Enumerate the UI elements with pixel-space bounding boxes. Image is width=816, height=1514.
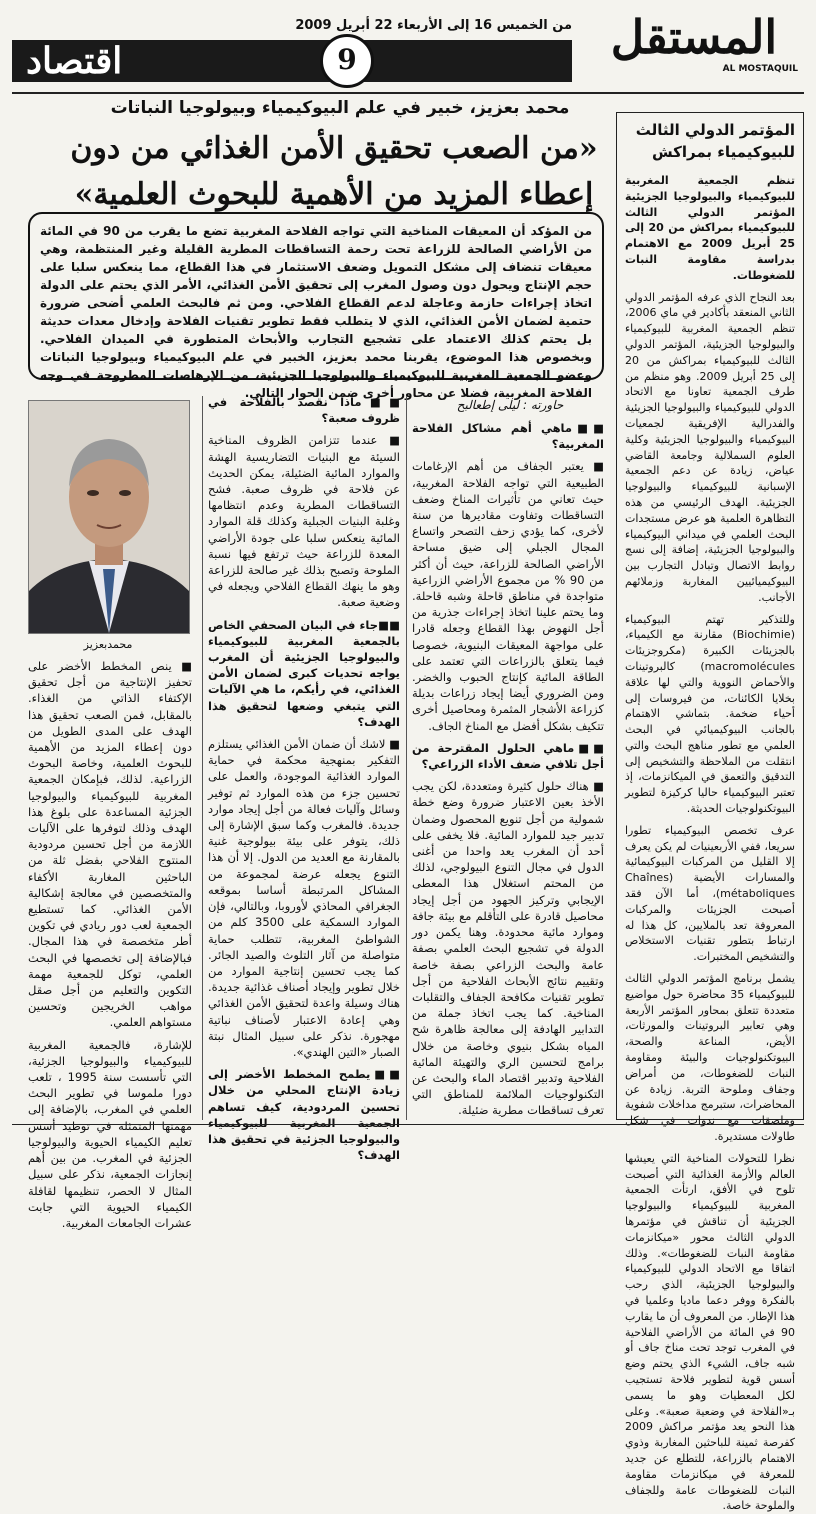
byline: حاورته : ليلى إطعالبح (456, 398, 564, 412)
article-column-left (28, 658, 192, 1230)
section-title: اقتصاد (26, 40, 123, 82)
photo-caption: محمدبعزيز (83, 638, 133, 651)
interview-question: ■■ماهي أهم مشاكل الفلاحة المغربية؟ (412, 421, 604, 452)
interview-question: ■■ماذا نقصد بالفلاحة في ظروف صعبة؟ (208, 395, 400, 426)
sidebar-paragraph: عرف تخصص البيوكيمياء تطورا سريعا، ففي الأربعينيات لم يكن يعرف إلا القليل من المركبات البيوكيمائية والمسارات الأيضية (Chaînes métaboliques)، أما الآن فقد أصبحت الجزيئات والمركبات المعروفة تعد بالملايين، كل هذا له ارتباط بتطور تقنيات الاستخلاص والتشخيص المختبرات. (625, 823, 795, 964)
portrait-illustration (29, 401, 189, 633)
article-headline (60, 126, 608, 218)
sidebar-paragraph: نظرا للتحولات المناخية التي يعيشها العالم والأزمة الغذائية التي أصبحت تلوح في الأفق، ارتأت الجمعية المغربية للبيوكيمياء والبيولوجيا الجزيئية أن تناقش في مؤتمرها الدولي الثالث محور «ميكانزمات مقاومة النبات للضغوطات». وذلك اتفاقا مع الاتحاد الدولي للبيوكيمياء والبيولوجيا الجزيئية، الذي رحب بالفكرة ووفر دعما ماديا وعلميا في هذا الإطار. من المعروف أن ما يقارب 90 في المائة من الأراضي الفلاحية في المغرب توجد تحت مناخ جاف أو شبه جاف، الشيء الذي يحتم وضع أسس قوية لتطوير فلاحة تستجيب لكل المعطيات وهو ما يسمى بـ«الفلاحة في وضعية صعبة». وعلى هذا النحو يعد مؤتمر مراكش 2009 كفرصة ثمينة للباحثين المغاربة وذوي الاهتمام بالزراعة، للتطلع عن جديد للمعرفة في ميكانزمات مقاومة النبات للضغوطات عامة وللجفاف والملوحة خاصة. (625, 1151, 795, 1513)
masthead-rule (12, 92, 804, 94)
page-number-badge: 9 (320, 34, 374, 88)
interview-answer: ■ هناك حلول كثيرة ومتعددة، لكن يجب الأخذ بعين الاعتبار ضرورة وضع خطة شمولية من أجل تنويع المحصول وضمان تدبير جيد للموارد المائية. فلا يخفى على أحد أن المغرب يعد واحدا من أغنى الدول في مجال التنوع البيولوجي، لذلك من المحتم استغلال هذا المعطى الإيجابي وتركيز الجهود من أجل إيجاد محاصيل قادرة على التأقلم مع بيئة جافة وموارد مائية محدودة. وهنا يكمن دور الدولة في تشجيع البحث العلمي بصفة عامة والبحث الزراعي بصفة خاصة وتقييم نتائج الأبحاث الفلاحية من أجل تطوير تقنيات مكافحة الجفاف والتقلبات المناخية. كما يجب اتخاذ جملة من التدابير الهادفة إلى معالجة ظاهرة شح المياه بشكل بنيوي وخاصة من خلال برامج لتحسين الري والتهيئة المائية الفلاحية وتدبير اقتصاد الماء والبحث عن التكنولوجيات الملائمة للمناطق التي تعرف تساقطات مطرية ضئيلة. (412, 779, 604, 1118)
sidebar-box (616, 112, 804, 1513)
article-kicker: محمد بعزيز، خبير في علم البيوكيمياء وبيولوجيا النباتات (110, 98, 570, 118)
footer-rule (12, 1124, 804, 1125)
newspaper-logo (584, 12, 804, 74)
article-intro-box: من المؤكد أن المعيقات المناخية التي تواجه الفلاحة المغربية تضع ما يقرب من 90 في المائة من الأراضي الصالحة للزراعة تحت رحمة التساقطات المطرية القليلة وغير المنتظمة، وهي معيقات تنضاف إلى مشكل التمويل وضعف الاستثمار في هذا القطاع، مما ينعكس سلبا على حجم الإنتاج ويحول دون وصول المغرب إلى تحقيق الأمن الغذائي، الأمر الذي يحتم على الدولة اتخاذ إجراءات حازمة وعاجلة لدعم القطاع الفلاحي. ومن ثم فالبحث العلمي أضحى ضرورة حتمية لضمان الأمن الغذائي، الذي لا يتطلب فقط تطوير تقنيات الفلاحة وإدخال معدات حديثة بل يحتم كذلك الاعتماد على تشجيع التجارب والأبحاث المتطورة في الميدان الفلاحي. وبخصوص هذا الموضوع، يقربنا محمد بعزيز، الخبير في علم البيوكيمياء وبيولوجيا النباتات وعضو الجمعية المغربية للبيوكيمياء والبيولوجيا الجزيئية، من الإرهاصات المطروحة في وجه الفلاحة المغربية، فضلا عن محاور أخرى ضمن الحوار التالي. (28, 212, 604, 380)
issue-date: من الخميس 16 إلى الأربعاء 22 أبريل 2009 (295, 18, 572, 33)
interview-answer: للإشارة، فالجمعية المغربية للبيوكيمياء والبيولوجيا الجزئية، التي تأسست سنة 1995 ، تلعب دورا ملموسا في تطوير البحث العلمي في المغرب، بالإضافة إلى مهمتها المتمثلة في توطيد أسس تعليم الكيمياء الحيوية والبيولوجيا الجزئية في المغرب. من بين أهم إنجازات الجمعية، نذكر على سبيل المثال لا الحصر، تنظيمها لقافلة الكيمياء الحيوية التي جابت عشرات الجامعات المغربية. (28, 1037, 192, 1230)
headline-line-2: إعطاء المزيد من الأهمية للبحوث العلمية» (74, 177, 594, 212)
interview-question: ■■جاء في البيان الصحفي الخاص بالجمعية المغربية للبيوكيمياء والبيولوجيا الجزيئية أن المغرب يواجه تحديات كبرى لضمان الأمن الغذائي، في رأيكم، ما هي الآليات التي يتبغي وضعها لتحقيق هذا الهدف؟ (208, 617, 400, 729)
headline-line-1: «من الصعب تحقيق الأمن الغذائي من دون (70, 131, 598, 166)
interview-answer: ■ ينص المخطط الأخضر على تحفيز الإنتاجية من أجل تحقيق الإكتفاء الذاتي من الغذاء. بالمقابل، فمن الصعب تحقيق هذا الهدف على المدى الطويل من دون إعطاء المزيد من الأهمية للبحوث العلمية، وخاصة البحوث الزراعية. لذلك، فبإمكان الجمعية المغربية للبيوكيمياء والبيولوجيا الجزئية المساعدة على بلوغ هذا الهدف وذلك لتوفرها على الآليات اللازمة من أجل تحسين مردودية المنتوج الفلاحي بفضل ثلة من الباحثين المغاربة الأكفاء والمتخصصين في معالجة إشكالية الأمن الغذائي. كما تستطيع الجمعية لعب دور ريادي في تكوين أطر متخصصة في هذا المجال. فبالإضافة إلى تخصصها في البحث العلمي، توكل للجمعية مهمة التكوين والتعليم من أجل صقل مواهب الخريجين وتحسين مستواهم العلمي. (28, 659, 192, 1030)
section-banner (12, 40, 572, 82)
interviewee-photo (28, 400, 190, 634)
sidebar-paragraph: بعد النجاح الذي عرفه المؤتمر الدولي الثاني المنعقد بأكادير في ماي 2006، تنظم الجمعية المغربية للبيوكيمياء والبيولوجيا الجزيئية، المؤتمر الدولي الثالث للبيوكيمياء بمراكش من 20 إلى 25 أبريل 2009. وهو منظم من طرف الجمعية تعاونا مع الاتحاد الدولي للبيوكيمياء والبيولوجيا الجزيئية والفدرالية الإفريقية لجمعيات البيوكيمياء والبيولوجيا الجزيئية وكلية العلوم السملالية وجامعة القاضي عياض، زيادة عن دعم الجمعية الإسبانية للبيوكيمياء والبيولوجيا الجزيئية. الهدف الرئيسي من هذه التظاهرة العلمية هو عرض مستجدات البحث العلمي في ميداني البيوكيمياء والبيولوجيا الجزيئية، إضافة إلى نسج روابط الاتصال وتبادل التجارب بين البيوكيميائيين المغاربة وزملائهم الأجانب. (625, 290, 796, 604)
interview-question: ■■يطمح المخطط الأخضر إلى زيادة الإنتاج المحلي من خلال تحسين المردودية، كيف تساهم الجمعية المغربية للبيوكيمياء والبيولوجيا الجزئية في تحقيق هذا الهدف؟ (208, 1067, 400, 1163)
sidebar-paragraph: يشمل برنامج المؤتمر الدولي الثالث للبيوكيمياء 35 محاضرة حول مواضيع متعددة تتعلق بمحاور المؤتمر الأربعة وهي تعابير البروتينات والمورثات، الأيض، المناعة والصحة، البيوتكنولوجيات والبيئة ومقاومة النبات للضغوطات، من أمراض وجفاف وملوحة التربة. زيادة عن المحاضرات، ستبرمج مداخلات شفوية وملصقات مع ندوات في شكل طاولات مستديرة. (625, 972, 795, 1144)
article-column-middle (208, 394, 400, 1163)
sidebar-paragraph: وللتذكير تهتم البيوكيمياء (Biochimie) مقارنة مع الكيمياء، بالجزيئات الكبيرة (مكروجزيئات macromolécules) كالبروتينات والأحماض النووية والتي لها علاقة بخلايا الكائنات، من فيروسات إلى أحياء ضخمة. بتماشي الاهتمام بالجانب البيوكيميائي في البحث العلمي مع تطور مناهج البحث والتي انتقلت من الملاحظة والتشخيص إلى التدقيق والتعمق في الميكانزمات، إذ تعتبر البيوكيمياء حاليا كركيزة لتطوير البيوتكنولوجيات الحديثة. (625, 612, 795, 816)
interview-answer: ■ عندما تتزامن الظروف المناخية السيئة مع البنيات التضاريسية الهشة والموارد المائية الضئيلة، يمكن الحديث عن فلاحة في ظروف صعبة. فشح التساقطات المطرية وعدم انتظامها وغلبة البنيات الجبلية وكذلك قلة الموارد المائية ينعكس سلبا على جودة الأراضي المعدة للزراعة حيث ترتفع فيها نسبة الملوحة وتصبح بذلك غير صالحة للزراعة وهو ما ينهك القطاع الفلاحي ويجعله في وضعية صعبة. (208, 433, 400, 610)
interview-question: ■■ماهي الحلول المقترحة من أجل تلافي ضعف الأداء الزراعي؟ (412, 740, 604, 772)
interview-answer: ■ يعتبر الجفاف من أهم الإرغامات الطبيعية التي تواجه الفلاحة المغربية، حيث تعاني من تأثيرات المناخ وضعف التساقطات وتفاوت مقاديرها من سنة لأخرى، كما يؤدي زحف التصحر واتساع المجال الجبلي إلى ضيق مساحة الأراضي الصالحة للزراعة، حيث أن أكثر من 90 % من مجموع الأراضي الزراعية متواجدة في مناطق قاحلة وشبه قاحلة. وما يحتم علينا اتخاذ إجراءات جذرية من أجل النهوض بهذا القطاع وجعله قادرا على مواجهة المعيقات البنيوية، خصوصا فيما يتعلق بالزراعات التي تعتمد على الطاقة المائية كإنتاج الحبوب والخضر. ومن الضروري أيضا إيجاد زراعات بديلة كزراعة الأشجار المثمرة ومحاصيل أخرى تتكيف بشكل أفضل مع المناخ الجاف. (412, 459, 604, 733)
logo-text: المستقل (610, 10, 778, 64)
masthead (12, 12, 804, 90)
column-divider (202, 396, 203, 1120)
column-divider (406, 396, 407, 1120)
sidebar-paragraph: تنظم الجمعية المغربية للبيوكيمياء والبيولوجيا الجزيئية المؤتمر الدولي الثالث للبيوكيمياء بمراكش من 20 إلى 25 أبريل 2009 مع الاهتمام بدراسة مقاومة النبات للضغوطات. (625, 174, 795, 282)
interview-answer: ■ لاشك أن ضمان الأمن الغذائي يستلزم التفكير بمنهجية محكمة في حماية الموارد الغذائية الموجودة، والعمل على تحسين جزء من هذه الموارد ثم توفير وسائل وآليات فعالة من أجل إيجاد موارد جديدة. فالمغرب وكما سبق الإشارة إلى ذلك، يتوفر على بيئة بيولوجية غنية بالمقارنة مع العديد من الدول. إلا أن هذا التنوع يجعله عرضة لمجموعة من المشاكل المرتبطة أساسا بموقعه الجغرافي المحاذي لأوروبا، وبالتالي، فإن الموارد السمكية على 3500 كلم من الشواطئ المغربية، تتطلب حماية متواصلة من آثار التلوث والصيد الجائر. كما يجب تحسين إنتاجية الموارد من خلال تطوير وإيجاد أصناف غذائية جديدة. هناك وسيلة واعدة لتحقيق الأمن الغذائي وهي إعادة الاعتبار لأصناف نباتية مهجورة. نذكر على سبيل المثال نبتة الصبار «التين الهندي». (208, 737, 400, 1059)
sidebar-title: المؤتمر الدولي الثالث للبيوكيمياء بمراكش (635, 121, 795, 161)
article-column-right (412, 420, 604, 1120)
logo-latin: AL MOSTAQUIL (722, 64, 798, 74)
